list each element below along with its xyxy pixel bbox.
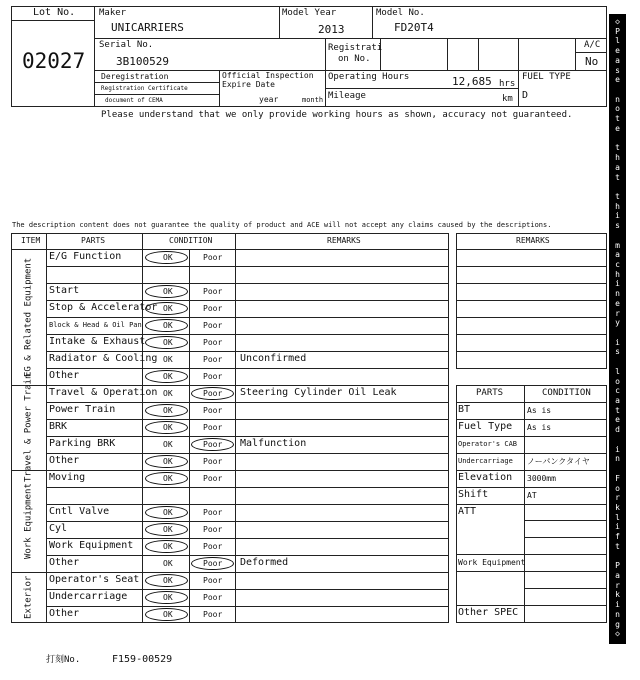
side-note-char: d [615,425,620,435]
side-note-char: P [615,561,620,571]
spec-part: ATT [458,506,477,517]
ok-option: OK [163,406,173,415]
part-label: Cyl [49,523,68,534]
poor-option: Poor [203,253,223,262]
ok-selected-circle [145,523,188,536]
side-note-char: m [615,240,620,250]
part-label: Start [49,285,80,296]
maker-value: UNICARRIERS [111,21,184,34]
remark-text: Unconfirmed [240,353,307,364]
lot-no-value: 02027 [22,49,86,73]
poor-option: Poor [203,355,223,364]
side-note-char: i [615,600,620,610]
side-note-char: t [615,143,620,153]
ok-option: OK [163,321,173,330]
ok-option: OK [163,287,173,296]
side-note-char: l [615,512,620,522]
poor-option: Poor [203,559,223,568]
year-label: year [259,95,279,104]
side-note-char: h [615,153,620,163]
ok-selected-circle [145,591,188,604]
ok-selected-circle [145,506,188,519]
group-label: EG & Related Equipment [23,257,34,377]
poor-option: Poor [203,304,223,313]
ok-option: OK [163,474,173,483]
ok-selected-circle [145,421,188,434]
side-note-char: n [615,609,620,619]
side-note-char: e [615,46,620,56]
group-label: Exterior [23,575,34,620]
ok-option: OK [163,304,173,313]
poor-option: Poor [203,372,223,381]
side-note-char: t [615,405,620,415]
side-note-char: e [615,298,620,308]
spec-condition: As is [527,406,552,415]
lot-no-label: Lot No. [33,7,76,18]
spec-part: Operator's CAB [458,440,518,448]
part-label: Stop & Accelerator [49,302,158,313]
poor-option: Poor [203,610,223,619]
part-label: BRK [49,421,68,432]
poor-selected-circle [191,387,234,400]
side-note-char: t [615,172,620,182]
model-year-label: Model Year [282,8,337,18]
side-note-char: c [615,386,620,396]
poor-selected-circle [191,438,234,451]
side-note-char: e [615,123,620,133]
side-note-char: y [615,318,620,328]
ok-selected-circle [145,319,188,332]
remark-text: Deformed [240,557,289,568]
side-note-char: s [615,347,620,357]
part-label: Intake & Exhaust [49,336,146,347]
side-note-char: t [615,114,620,124]
mileage-label: Mileage [328,91,366,101]
disclaimer: The description content does not guarantee the quality of product and ACE will not accept any claims caused by the descriptions. [12,221,552,229]
side-note-char: r [615,493,620,503]
side-note-char: r [615,308,620,318]
group-label: Travel & Power Train [23,373,34,482]
other-spec-label: Other SPEC [458,607,519,618]
ok-option: OK [163,508,173,517]
poor-option: Poor [203,508,223,517]
ok-option: OK [163,423,173,432]
side-note-char: o [615,483,620,493]
ok-selected-circle [145,285,188,298]
hrs-unit: hrs [499,79,516,89]
poor-option: Poor [203,389,223,398]
side-note-char: n [615,289,620,299]
month-label: month [302,96,324,104]
poor-option: Poor [203,542,223,551]
side-note-char: a [615,570,620,580]
maker-label: Maker [99,8,127,18]
side-note-char: g [615,619,620,629]
part-label: Other [49,608,80,619]
model-no-value: FD20T4 [394,21,434,34]
part-label: Travel & Operation [49,387,158,398]
poor-selected-circle [191,557,234,570]
poor-option: Poor [203,474,223,483]
side-note-char: a [615,162,620,172]
right-parts-header: PARTS [476,388,504,398]
side-note-char: ◇ [615,629,620,639]
serial-value: 3B100529 [116,55,169,68]
side-note-char: a [615,55,620,65]
ok-selected-circle [145,404,188,417]
side-note-char: i [615,444,620,454]
poor-option: Poor [203,406,223,415]
part-label: Block & Head & Oil Pan [49,321,142,329]
inspection-label-1: Official Inspection [222,71,314,80]
ok-option: OK [163,542,173,551]
poor-option: Poor [203,440,223,449]
ok-option: OK [163,457,173,466]
part-label: Power Train [49,404,116,415]
inspection-label-2: Expire Date [222,80,275,89]
poor-option: Poor [203,593,223,602]
part-label: Moving [49,472,86,483]
ok-selected-circle [145,455,188,468]
fuel-type-label: FUEL TYPE [522,72,571,82]
side-note-char: s [615,65,620,75]
ok-selected-circle [145,574,188,587]
model-year-value: 2013 [318,23,345,36]
side-note-char: e [615,415,620,425]
ok-option: OK [163,253,173,262]
col-item-header: ITEM [21,236,41,245]
side-note-char: f [615,532,620,542]
operating-hours-label: Operating Hours [328,72,410,82]
spec-part: BT [458,404,471,415]
ok-selected-circle [145,251,188,264]
spec-condition: ノーパンクタイヤ [527,457,590,466]
side-note-strip [609,14,626,644]
cema-label: document of CEMA [105,97,163,104]
poor-option: Poor [203,321,223,330]
side-note-char: a [615,396,620,406]
group-label: Work Equipment [23,483,34,559]
poor-option: Poor [203,423,223,432]
col-parts-header: PARTS [81,236,106,245]
part-label: Parking BRK [49,438,116,449]
poor-option: Poor [203,576,223,585]
stamp-value: F159-00529 [112,654,173,665]
ok-option: OK [163,576,173,585]
part-label: Other [49,557,80,568]
registration-label-1: Registrati [328,43,383,53]
side-note-char: i [615,522,620,532]
registration-label-2: on No. [338,54,371,64]
side-note-char: ◇ [615,17,620,26]
side-note-char: i [615,211,620,221]
poor-option: Poor [203,525,223,534]
side-note-char: e [615,75,620,85]
right-condition-header: CONDITION [542,388,591,398]
col-condition-header: CONDITION [169,236,213,245]
fuel-type-value: D [522,90,529,101]
spec-part: Undercarriage [458,457,513,465]
ac-value: No [585,55,599,68]
side-note-char: F [615,473,620,483]
ok-option: OK [163,355,173,364]
stamp-label: 打刻No. [46,655,81,665]
serial-label: Serial No. [99,40,154,50]
ok-option: OK [163,372,173,381]
ok-option: OK [163,593,173,602]
side-note-char: k [615,590,620,600]
side-note-char: o [615,376,620,386]
side-note-char: o [615,104,620,114]
spec-part: Shift [458,489,489,500]
deregistration-label: Deregistration [101,72,169,81]
ok-selected-circle [145,540,188,553]
part-label: Work Equipment [49,540,134,551]
side-note-char: s [615,221,620,231]
part-label: Other [49,370,80,381]
part-label: Radiator & Cooling [49,353,158,364]
side-note-char: i [615,279,620,289]
work-equipment-label: Work Equipment [458,558,526,567]
remark-text: Malfunction [240,438,307,449]
right-remarks-header: REMARKS [516,236,550,245]
side-note-char: c [615,259,620,269]
part-label: Operator's Seat [49,574,140,585]
ok-option: OK [163,525,173,534]
side-note-char: l [615,366,620,376]
spec-condition: AT [527,491,537,500]
part-label: Cntl Valve [49,506,110,517]
col-remarks-header: REMARKS [327,236,361,245]
spec-part: Fuel Type [458,421,513,432]
ok-option: OK [163,559,173,568]
side-note-char: t [615,191,620,201]
side-note-char: h [615,269,620,279]
side-note-char: a [615,250,620,260]
side-note-char: h [615,201,620,211]
model-no-label: Model No. [376,8,425,18]
ok-option: OK [163,610,173,619]
side-note-char: i [615,337,620,347]
part-label: Undercarriage [49,591,128,602]
registration-certificate-label: Registration Certificate [101,85,188,92]
km-unit: km [502,94,513,104]
poor-option: Poor [203,287,223,296]
spec-part: Elevation [458,472,513,483]
ok-selected-circle [145,370,188,383]
spec-condition: As is [527,423,552,432]
side-note-char: n [615,94,620,104]
ok-selected-circle [145,302,188,315]
remark-text: Steering Cylinder Oil Leak [240,387,397,398]
side-note-char: k [615,502,620,512]
part-label: E/G Function [49,251,122,262]
ac-label: A/C [584,40,601,50]
hours-note: Please understand that we only provide working hours as shown, accuracy not guaranteed. [101,110,573,120]
side-note-char: l [615,36,620,46]
side-note-char: r [615,580,620,590]
side-note-char: P [615,26,620,36]
poor-option: Poor [203,457,223,466]
ok-option: OK [163,440,173,449]
ok-option: OK [163,338,173,347]
side-note-char: t [615,541,620,551]
part-label: Other [49,455,80,466]
ok-selected-circle [145,608,188,621]
ok-selected-circle [145,472,188,485]
ok-option: OK [163,389,173,398]
spec-condition: 3000mm [527,474,556,483]
poor-option: Poor [203,338,223,347]
side-note-char: n [615,454,620,464]
operating-hours-value: 12,685 [452,75,492,88]
ok-selected-circle [145,336,188,349]
